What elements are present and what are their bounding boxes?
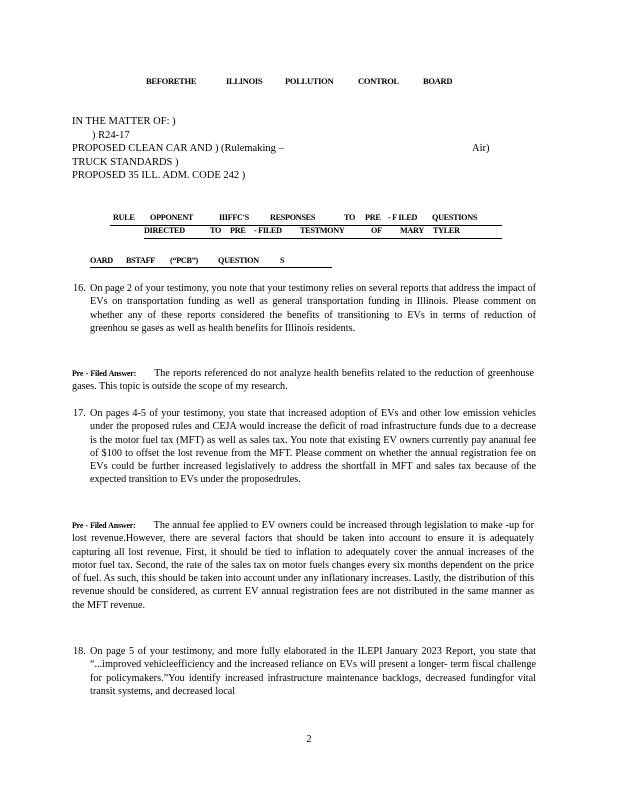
title-word: RULE — [113, 213, 135, 222]
page-number: 2 — [306, 734, 312, 745]
board-word: BSTAFF — [126, 256, 155, 265]
board-word: (“PCB”) — [170, 256, 198, 265]
heading-word: ILLINOIS — [226, 76, 263, 86]
title-word: IIIFFC'S — [219, 213, 249, 222]
question-17 — [73, 407, 536, 487]
question-number: 16. — [73, 283, 86, 294]
heading-word: CONTROL — [358, 76, 399, 86]
caption-line: IN THE MATTER OF: ) — [72, 116, 176, 127]
question-16 — [73, 282, 536, 335]
title-word: PRE — [365, 213, 381, 222]
question-text: On pages 4-5 of your testimony, you state that increased adoption of EVs and other low emission vehicles under the proposed rules and CEJA would increase the deficit of road infrastructure funds due to a decrease is the motor fuel tax (MFT) as well as sales tax. You note that existing EV owners currently pay ananual fee of $100 to offset the lost revenue from the MFT. Please comment on whether the annual registration fee on EVs could be further increased legislatively to address the shortfall in MFT and sales tax because of the expected transition to EVs under the proposedrules. — [90, 408, 536, 486]
caption-line: TRUCK STANDARDS ) — [72, 156, 179, 168]
question-number: 18. — [73, 646, 86, 657]
question-text: On page 2 of your testimony, you note that your testimony relies on several reports that address the impact of EVs on transportation funding as well as general transportation funding in Illinois. Please comment on whether any of these reports considered the benefits of transitioning to EVs in terms of reduction of greenhou se gases as well as health benefits for Illinois residents. — [90, 283, 536, 334]
question-number: 17. — [73, 408, 86, 419]
question-text: On page 5 of your testimony, and more fully elaborated in the ILEPI January 2023 Report, you state that “...improved vehicleefficiency and the increased reliance on EVs will present a longer- term fiscal challenge for policymakers.”You identify increased infrastructure maintenance backlogs, decreased fundingfor vital transit systems, and decreased local — [90, 646, 536, 697]
heading-word: BOARD — [423, 76, 453, 86]
title-line-1 — [110, 213, 502, 226]
answer-17 — [72, 519, 534, 612]
answer-label: Pre - Filed Answer: — [72, 369, 137, 378]
title-word: TO — [344, 213, 356, 222]
title-word: PRE — [230, 226, 246, 235]
caption-line: PROPOSED CLEAN CAR AND ) (Rulemaking – — [72, 143, 284, 154]
heading-word: POLLUTION — [285, 76, 334, 86]
answer-label: Pre - Filed Answer: — [72, 521, 136, 530]
question-18 — [73, 645, 536, 698]
board-word: QUESTION — [218, 256, 259, 265]
title-word: RESPONSES — [270, 213, 316, 222]
title-word: TO — [210, 226, 222, 235]
title-word: TYLER — [433, 226, 460, 235]
title-word: - F ILED — [388, 213, 418, 222]
answer-16 — [72, 367, 534, 394]
caption-line: PROPOSED 35 ILL. ADM. CODE 242 ) — [72, 170, 246, 181]
answer-text: The reports referenced do not analyze health benefits related to the reduction of greenhouse gases. This topic is outside the scope of my research. — [72, 368, 534, 393]
caption-line: Air) — [472, 143, 490, 154]
caption-line: ) R24-17 — [92, 129, 130, 141]
board-word: S — [280, 256, 285, 265]
case-caption — [72, 115, 572, 183]
title-word: OF — [371, 226, 382, 235]
board-word: OARD — [90, 256, 113, 265]
title-line-2 — [144, 226, 502, 239]
board-staff-questions-heading — [90, 256, 332, 268]
title-word: - FILED — [254, 226, 282, 235]
document-title — [110, 213, 502, 239]
answer-text: The annual fee applied to EV owners could be increased through legislation to make -up for lost revenue.However, there are several factors that should be taken into account to ensure it is adequately capturing all lost revenue. First, it should be tied to inflation to adequately cover the annual increases of the motor fuel tax. Second, the rate of the sales tax on motor fuels changes every six months dependent on the price of fuel. As such, this should be taken into account under any inflationary increases. Lastly, the distribution of this revenue should be considered, as current EV annual registration fees are not distributed in the same manner as the MFT revenue. — [72, 520, 534, 611]
title-word: DIRECTED — [144, 226, 185, 235]
title-word: OPPONENT — [150, 213, 194, 222]
title-word: TESTMONY — [300, 226, 345, 235]
title-word: QUESTIONS — [432, 213, 478, 222]
heading-word: BEFORETHE — [146, 76, 197, 86]
title-word: MARY — [400, 226, 424, 235]
